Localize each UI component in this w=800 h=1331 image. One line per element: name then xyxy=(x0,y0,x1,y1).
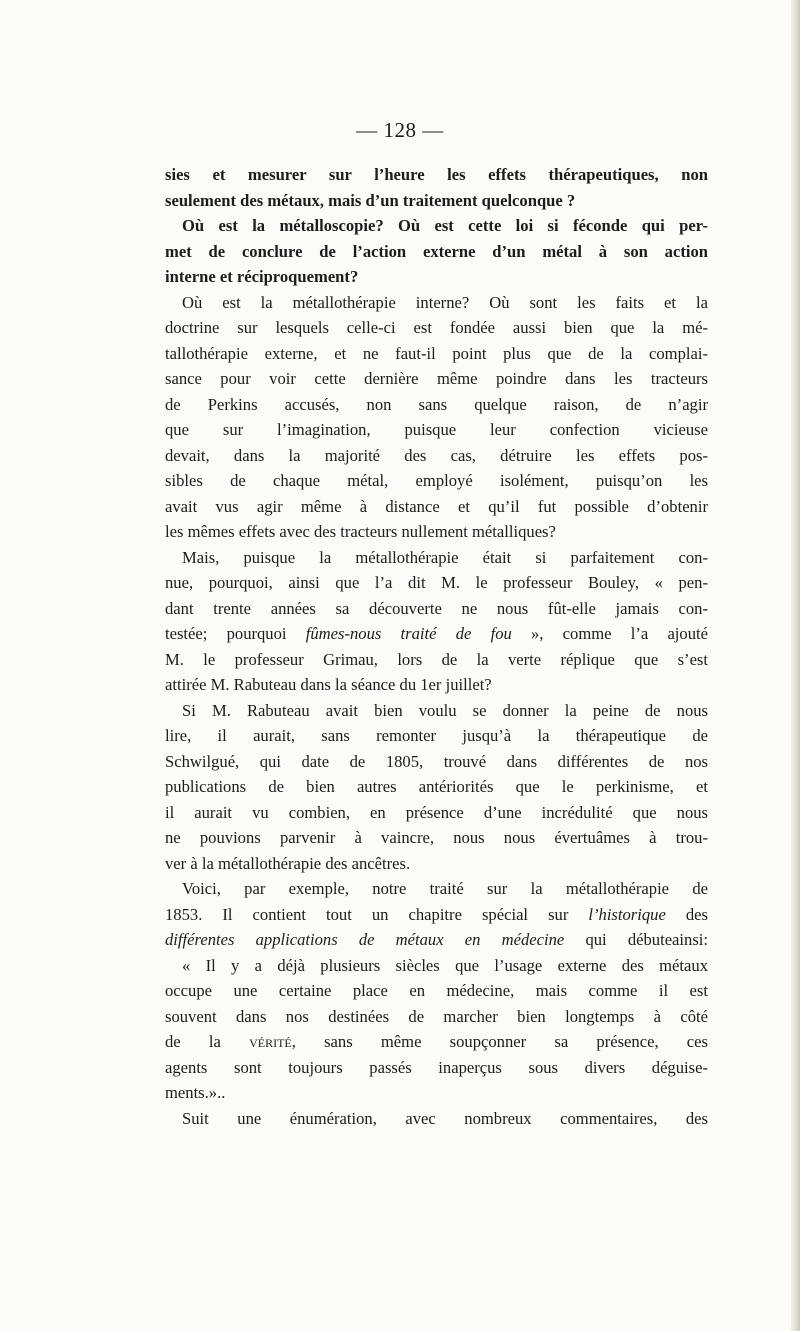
text-segment: », comme l’a ajouté xyxy=(511,624,708,643)
small-caps-segment: vérité xyxy=(249,1032,292,1051)
text-line xyxy=(165,927,708,953)
text-line: sies et mesurer sur l’heure les effets thérapeutiques, non xyxy=(165,165,708,184)
text-line xyxy=(165,621,708,647)
text-line: ne pouvions parvenir à vaincre, nous nous évertuâmes à trou- xyxy=(165,828,708,847)
page-number: — 128 — xyxy=(356,118,444,142)
italic-segment: différentes applications de métaux en médecine xyxy=(165,930,565,949)
text-line: les mêmes effets avec des tracteurs nullement métalliques? xyxy=(165,522,556,541)
text-line: met de conclure de l’action externe d’un métal à son action xyxy=(165,241,708,261)
text-line xyxy=(165,902,708,928)
text-line: interne et réciproquement? xyxy=(165,267,359,286)
text-line: occupe une certaine place en médecine, mais comme il est xyxy=(165,981,708,1000)
text-segment: testée; pourquoi xyxy=(165,624,306,643)
text-line: avait vus agir même à distance et qu’il fut possible d’obtenir xyxy=(165,496,708,516)
text-line: Schwilgué, qui date de 1805, trouvé dans différentes de nos xyxy=(165,751,708,771)
text-line: Mais, puisque la métallothérapie était si parfaitement con- xyxy=(182,547,708,567)
italic-segment: l’historique xyxy=(588,904,666,924)
text-line: tallothérapie externe, et ne faut-il point plus que de la complai- xyxy=(165,343,708,363)
text-line: sance pour voir cette dernière même poindre dans les tracteurs xyxy=(165,369,708,388)
text-line: agents sont toujours passés inaperçus sous divers déguise- xyxy=(165,1057,708,1077)
text-segment: des xyxy=(665,904,708,924)
text-line: devait, dans la majorité des cas, détruire les effets pos- xyxy=(165,445,708,465)
text-segment: qui débuteainsi: xyxy=(564,930,709,949)
text-line: Voici, par exemple, notre traité sur la métallothérapie de xyxy=(182,879,708,898)
italic-segment: fûmes-nous traité de fou xyxy=(305,624,512,643)
text-line: sibles de chaque métal, employé isolément, puisqu’on les xyxy=(165,471,708,490)
text-line: souvent dans nos destinées de marcher bien longtemps à côté xyxy=(165,1006,708,1026)
text-segment: de la xyxy=(165,1032,250,1051)
text-line: M. le professeur Grimau, lors de la verte réplique que s’est xyxy=(165,649,708,669)
text-line: ver à la métallothérapie des ancêtres. xyxy=(165,853,411,873)
text-line: seulement des métaux, mais d’un traitement quelconque ? xyxy=(165,190,576,210)
text-line: dant trente années sa découverte ne nous fût-elle jamais con- xyxy=(165,598,708,618)
text-line: doctrine sur lesquels celle-ci est fondée aussi bien que la mé- xyxy=(165,318,708,337)
text-line: Où est la métallothérapie interne? Où sont les faits et la xyxy=(182,292,708,312)
text-line: Suit une énumération, avec nombreux commentaires, des xyxy=(182,1108,708,1128)
text-line: attirée M. Rabuteau dans la séance du 1er juillet? xyxy=(165,675,492,694)
text-line: nue, pourquoi, ainsi que l’a dit M. le professeur Bouley, « pen- xyxy=(165,573,708,592)
text-segment: 1853. Il contient tout un chapitre spécial sur xyxy=(165,904,589,924)
text-line: que sur l’imagination, puisque leur confection vicieuse xyxy=(165,420,708,439)
text-line: lire, il aurait, sans remonter jusqu’à la thérapeutique de xyxy=(165,726,708,745)
text-line: Si M. Rabuteau avait bien voulu se donner la peine de nous xyxy=(182,700,708,720)
text-line: ments.».. xyxy=(165,1083,226,1102)
text-line: de Perkins accusés, non sans quelque raison, de n’agir xyxy=(165,394,708,414)
text-segment: , sans même soupçonner sa présence, ces xyxy=(291,1032,708,1051)
body-text xyxy=(165,162,708,1131)
text-line: publications de bien autres antériorités que le perkinisme, et xyxy=(165,777,708,796)
page-edge-shadow xyxy=(791,0,800,1331)
text-line xyxy=(165,1029,708,1055)
text-line: « Il y a déjà plusieurs siècles que l’usage externe des métaux xyxy=(182,955,708,975)
text-line: il aurait vu combien, en présence d’une incrédulité que nous xyxy=(165,802,708,822)
text-line: Où est la métalloscopie? Où est cette loi si féconde qui per- xyxy=(182,216,708,235)
